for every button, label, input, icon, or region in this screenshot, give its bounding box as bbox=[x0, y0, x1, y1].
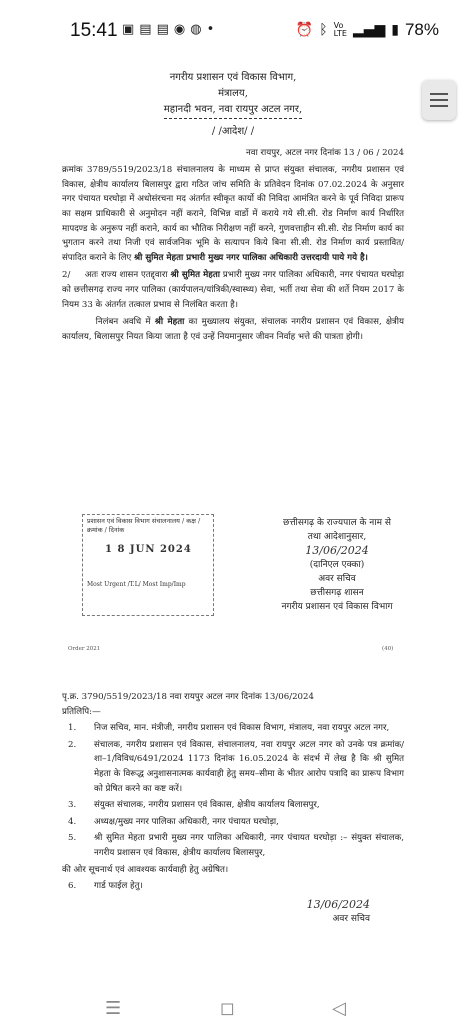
item-text: श्री सुमित मेहता प्रभारी मुख्य नगर पालिका अधिकारी, नगर पंचायत घरघोड़ा :– संयुक्त संचालक, नगरीय प्रशासन एवं विकास, क्षेत्रीय कार्यालय बिलासपुर, bbox=[94, 833, 404, 858]
item-number: 5. bbox=[68, 833, 77, 844]
sig-title: अवर सचिव bbox=[318, 574, 356, 584]
para3-text-b: का मुख्यालय संयुक्त, संचालक नगरीय प्रशासन एवं विकास, क्षेत्रीय कार्यालय, बिलासपुर नियत किया जाता है एवं उन्हें नियमानुसार जीवन निर्वाह भत्ते की पात्रता होगी। bbox=[62, 317, 405, 342]
signature-scribble: 13/06/2024 bbox=[306, 897, 370, 911]
bluetooth-icon: ᛒ bbox=[319, 22, 328, 38]
copy-list-tail bbox=[62, 879, 404, 894]
para1-bold: श्री सुमित मेहता प्रभारी मुख्य नगर पालिका अधिकारी उत्तरदायी पाये गये है। bbox=[134, 252, 368, 263]
para2-number: 2/ bbox=[62, 270, 71, 281]
order-date: नवा रायपुर, अटल नगर दिनांक 13 / 06 / 2024 bbox=[246, 147, 404, 158]
copy-list bbox=[62, 721, 404, 860]
list-item bbox=[62, 815, 404, 830]
copy-ref-line: पृ.क्र. 3790/5519/2023/18 नवा रायपुर अटल नगर दिनांक 13/06/2024 bbox=[62, 692, 314, 702]
sig-dept-1: छत्तीसगढ़ शासन bbox=[310, 588, 364, 598]
stamp-date: 1 8 JUN 2024 bbox=[105, 544, 192, 555]
signature-scribble: 13/06/2024 bbox=[305, 544, 369, 557]
battery-icon: ▮ bbox=[391, 22, 399, 38]
image-icon: ▣ bbox=[122, 22, 140, 37]
forward-note: की ओर सूचनार्थ एवं आवश्यक कार्यवाही हेतु अग्रेषित। bbox=[62, 864, 229, 875]
alarm-icon: ⏰ bbox=[295, 22, 314, 38]
menu-button[interactable] bbox=[422, 80, 456, 120]
battery-level: 78% bbox=[404, 20, 439, 39]
item-text: गार्ड फाईल हेतु। bbox=[94, 881, 143, 892]
sig-line-1: छत्तीसगढ़ के राज्यपाल के नाम से bbox=[283, 518, 391, 528]
alarm-icon: ◍ bbox=[190, 22, 207, 37]
item-text: अध्यक्ष/मुख्य नगर पालिका अधिकारी, नगर पंचायत घरघोड़ा, bbox=[94, 816, 279, 827]
order-paragraph-1 bbox=[62, 163, 404, 265]
document-page-2 bbox=[62, 690, 404, 990]
item-text: निज सचिव, मान. मंत्रीजी, नगरीय प्रशासन एवं विकास विभाग, मंत्रालय, नवा रायपुर अटल नगर, bbox=[94, 723, 390, 734]
para2-bold: श्री सुमित मेहता bbox=[170, 270, 220, 281]
stamp-footer: Most Urgent /T.L/ Most Imp/Imp bbox=[87, 580, 186, 588]
sig-title: अवर सचिव bbox=[332, 913, 370, 924]
item-text: संयुक्त संचालक, नगरीय प्रशासन एवं विकास, क्षेत्रीय कार्यालय बिलासपुर, bbox=[94, 800, 320, 811]
hamburger-line bbox=[430, 105, 448, 107]
navigation-bar bbox=[0, 998, 461, 1024]
item-number: 3. bbox=[68, 800, 77, 811]
para1-text: क्रमांक 3789/5519/2023/18 संचालनालय के माध्यम से प्राप्त संयुक्त संचालक, नगरीय प्रशासन एवं विकास, क्षेत्रीय कार्यालय बिलासपुर द्वारा गठित जांच समिति के प्रतिवेदन दिनांक 07.02.2024 के अनुसार नगर पंचायत घरघोड़ा में अधोसंरचना मद अंतर्गत स्वीकृत कार्यो की निविदा आमंत्रित करने के पूर्व निविदा प्रारूप का सक्षम प्राधिकारी से अनुमोदन नहीं कराने, विभिन्न वार्डो में कराये गये सी.सी. रोड निर्माण कार्य निर्धारित मापदण्ड के अनुरूप नहीं कराने, कार्य का भौतिक निरीक्षण नहीं करने, गुणवत्ताहीन सी.सी. रोड निर्माण कार्य का भुगतान करने तथा निजी एवं सार्वजनिक भूमि के सत्यापन किये बिना सी.सी. रोड निर्माण कार्य प्रस्तावित/संपादित कराने के लिए bbox=[62, 165, 404, 263]
hamburger-icon bbox=[430, 93, 448, 95]
file-icon: ▤ bbox=[139, 22, 157, 37]
order-paragraph-2 bbox=[62, 268, 404, 312]
dot-icon: • bbox=[206, 22, 220, 37]
home-icon[interactable]: ◻ bbox=[220, 998, 235, 1019]
sig-line-2: तथा आदेशानुसार, bbox=[307, 532, 367, 542]
order-title: / /आदेश/ / bbox=[211, 126, 255, 137]
order-paragraph-3 bbox=[62, 315, 404, 344]
item-text: संचालक, नगरीय प्रशासन एवं विकास, संचालनालय, नवा रायपुर अटल नगर को उनके पत्र क्रमांक/शा–1/विविध/6491/2024 1173 दिनांक 16.05.2024 के संदर्भ में लेख है कि श्री सुमित मेहता के विरूद्ध अनुशासनात्मक कार्यवाही हेतु समय–सीमा के भीतर आरोप पत्रादि का प्रारूप विभाग को प्रेषित करने का कष्ट करें। bbox=[94, 739, 404, 794]
page-footer-left: Order 2021 bbox=[68, 646, 101, 652]
item-number: 6. bbox=[68, 881, 77, 892]
para3-bold: श्री मेहता bbox=[154, 317, 185, 328]
signature-block-2 bbox=[62, 898, 404, 926]
system-icons bbox=[296, 20, 439, 40]
recents-icon[interactable]: ☰ bbox=[105, 998, 122, 1019]
sig-name: (दानिएल एक्का) bbox=[309, 560, 365, 570]
list-item bbox=[62, 798, 404, 813]
header-line-3: महानदी भवन, नवा रायपुर अटल नगर, bbox=[164, 102, 302, 119]
signal-icon: ▂▄▆ bbox=[352, 22, 386, 38]
para2-text-b: प्रभारी मुख्य नगर पालिका अधिकारी, नगर पंचायत घरघोड़ा को छत्तीसगढ़ राज्य नगर पालिका (कार्यपालन/यांत्रिकी/स्वास्थ्य) सेवा, भर्ती तथा सेवा की शर्ते नियम 2017 के नियम 33 के अंतर्गत तत्काल प्रभाव से निलंबित करता है। bbox=[62, 270, 404, 310]
item-number: 1. bbox=[68, 723, 77, 734]
sig-dept-2: नगरीय प्रशासन एवं विकास विभाग bbox=[281, 602, 393, 612]
para3-text-a: निलंबन अवधि में bbox=[95, 317, 155, 328]
hamburger-line bbox=[430, 99, 448, 101]
header-line-1: नगरीय प्रशासन एवं विकास विभाग, bbox=[169, 72, 297, 83]
status-time: 15:41 bbox=[70, 20, 118, 41]
received-stamp bbox=[82, 514, 214, 616]
item-number: 2. bbox=[68, 739, 77, 750]
document-header bbox=[62, 70, 404, 119]
list-item bbox=[62, 738, 404, 796]
page-footer-right: (40) bbox=[382, 646, 394, 652]
copy-label: प्रतिलिपि:— bbox=[62, 706, 101, 717]
file-icon: ▤ bbox=[156, 22, 174, 37]
stamp-text: प्रशासन एवं विकास विभाग संचालनालय / कक्ष / क्रमांक / दिनांक bbox=[87, 517, 201, 534]
para2-text-a: अतः राज्य शासन एतद्द्वारा bbox=[84, 270, 171, 281]
item-number: 4. bbox=[68, 816, 77, 827]
list-item bbox=[62, 721, 404, 736]
back-icon[interactable]: ◁ bbox=[332, 998, 346, 1019]
document-page-1 bbox=[62, 70, 404, 660]
header-line-2: मंत्रालय, bbox=[218, 88, 248, 99]
volte-icon: Vo LTE bbox=[333, 21, 347, 38]
list-item bbox=[62, 831, 404, 860]
notification-icons bbox=[122, 22, 219, 37]
list-item bbox=[62, 879, 404, 894]
whatsapp-icon: ◉ bbox=[173, 22, 191, 37]
status-bar bbox=[0, 0, 461, 62]
signature-block-1 bbox=[262, 516, 412, 614]
